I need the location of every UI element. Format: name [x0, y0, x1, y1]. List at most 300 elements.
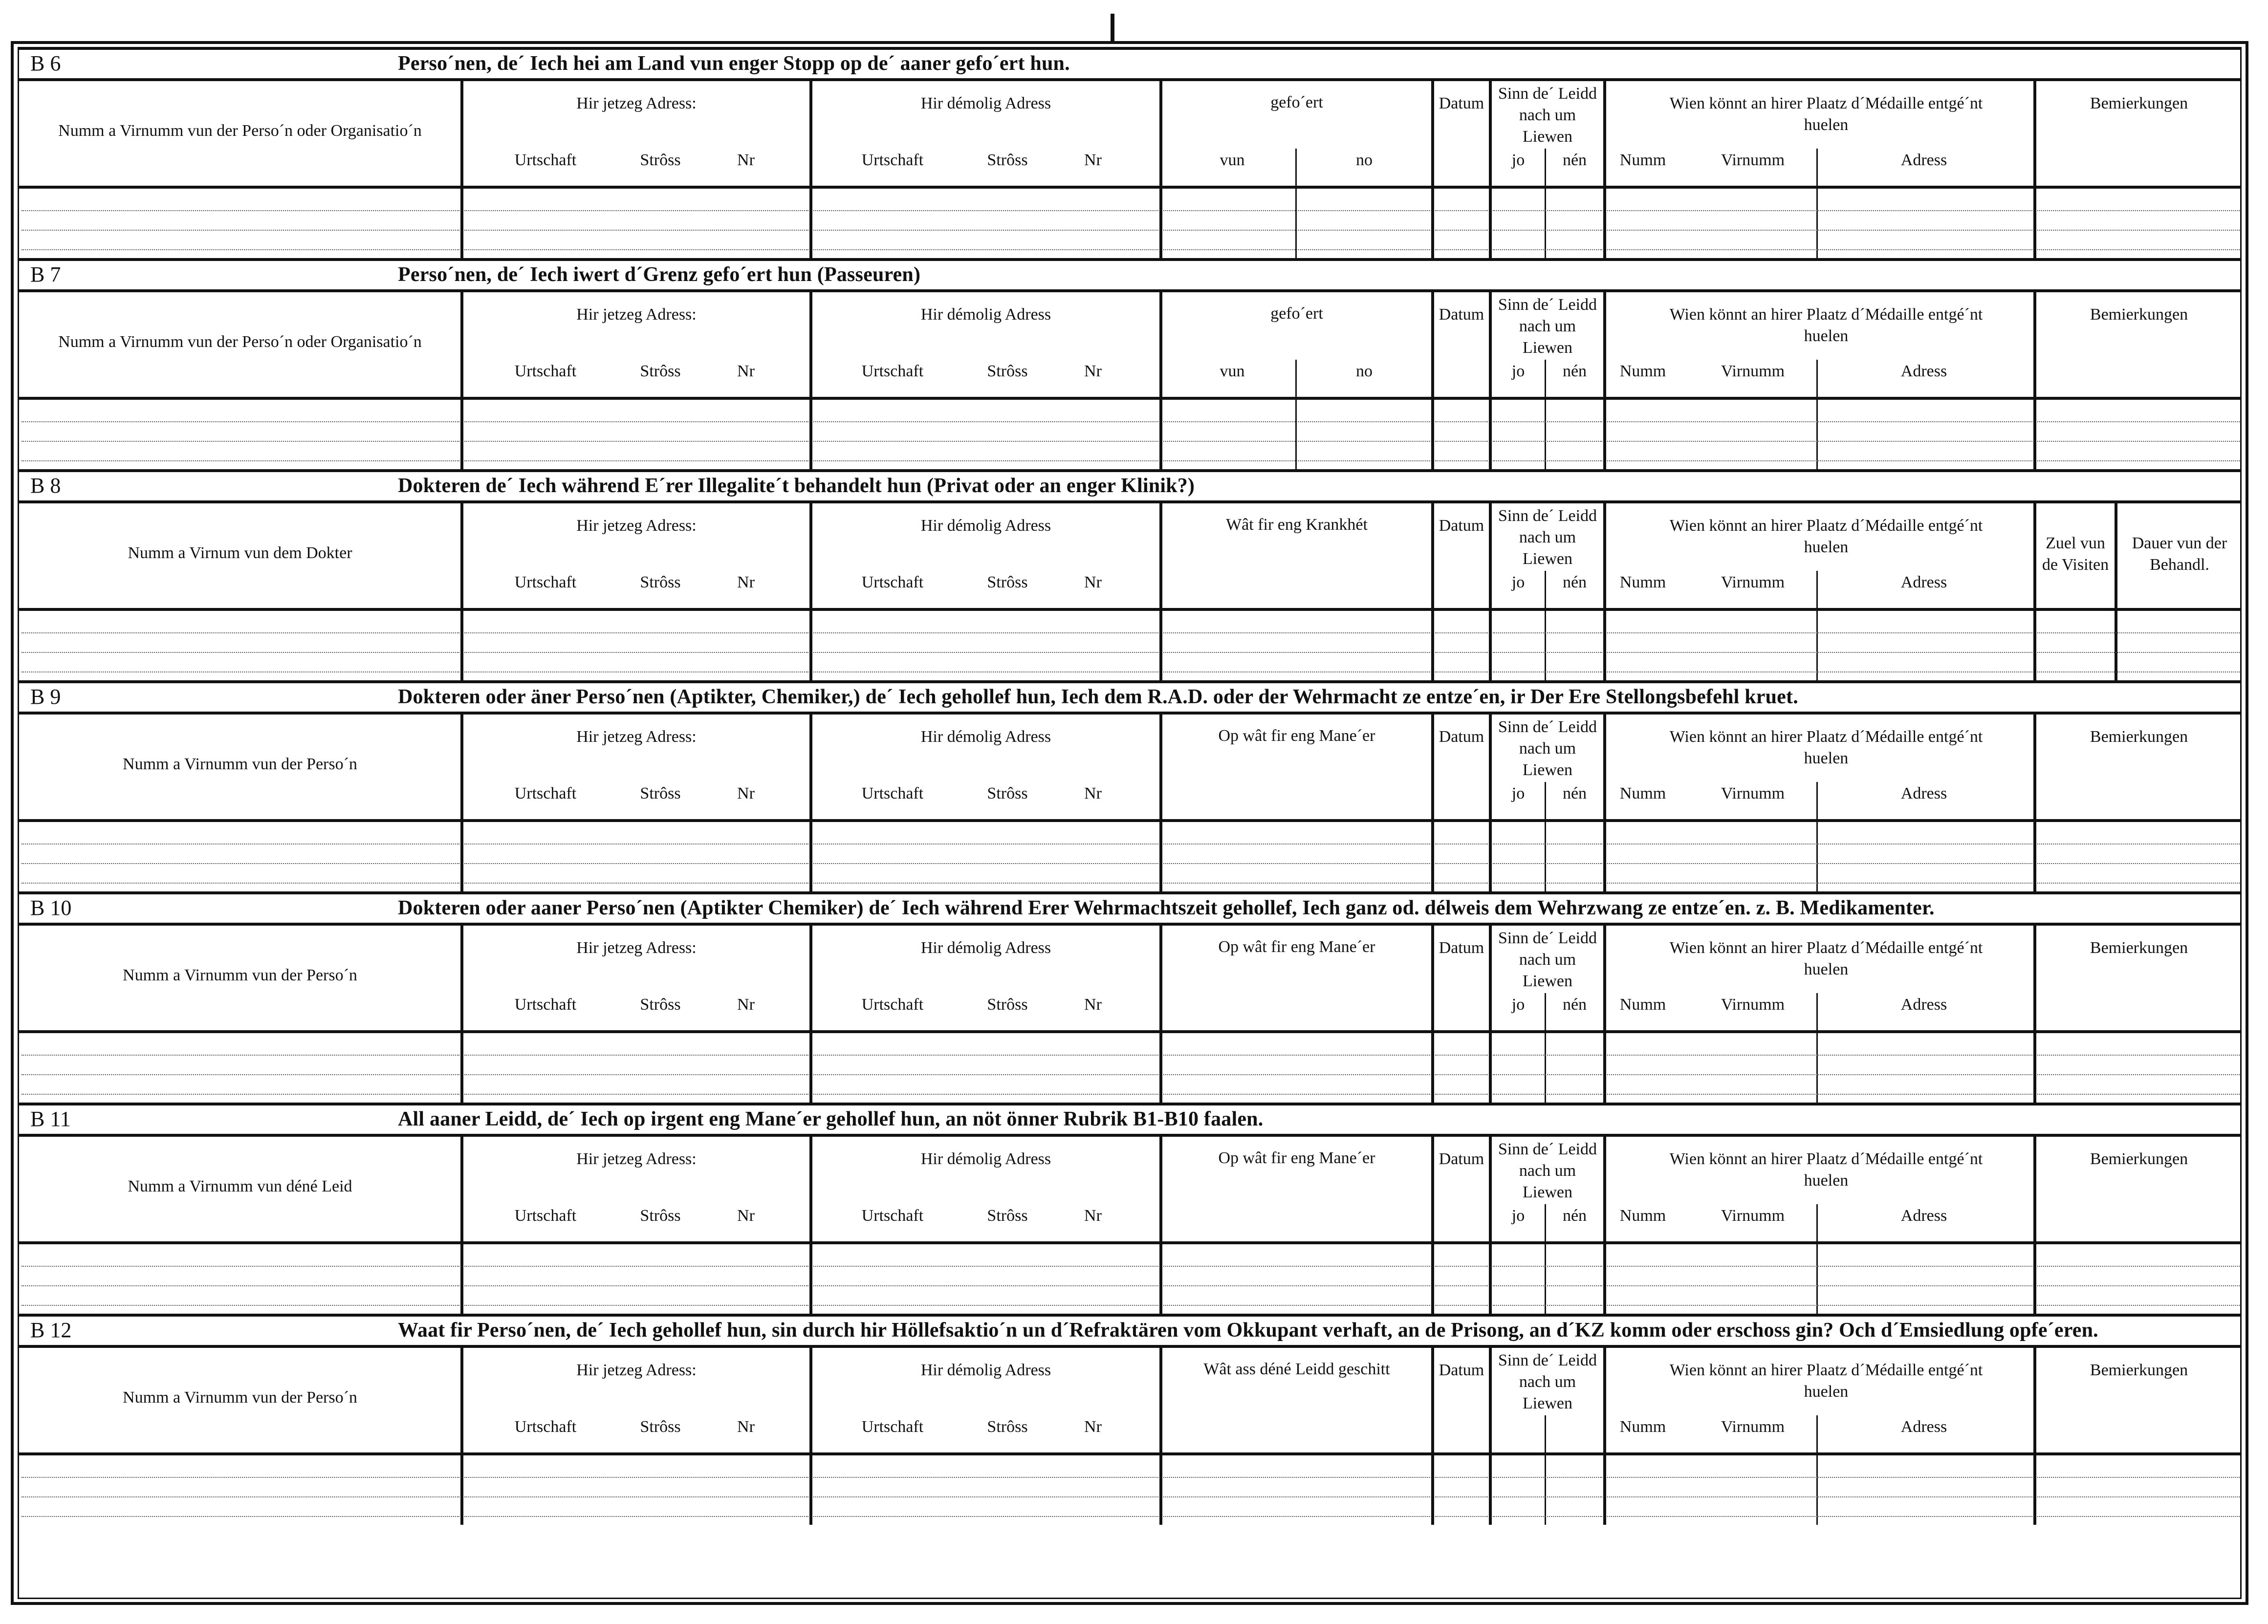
medal-address: Adress	[1900, 1418, 1947, 1436]
current-address-street: Strôss	[640, 996, 681, 1014]
entry-line	[1163, 671, 1430, 672]
entry-line	[1493, 1305, 1602, 1306]
entry-line	[1435, 1496, 1488, 1497]
medal-divider	[1816, 360, 1818, 469]
current-address-header: Hir jetzeg Adress:	[576, 728, 697, 746]
entry-line	[2037, 1055, 2240, 1056]
alive-header: Sinn de´ Leidd nach um Liewen	[1498, 1140, 1597, 1201]
entry-line	[1435, 421, 1488, 422]
former-address-street: Strôss	[987, 1207, 1028, 1225]
entry-line	[22, 210, 459, 211]
entry-line	[2037, 210, 2240, 211]
entry-line	[1607, 441, 2032, 442]
entry-line	[1163, 249, 1430, 250]
entry-line	[2037, 671, 2240, 672]
current-address-header: Hir jetzeg Adress:	[576, 305, 697, 324]
entry-line	[1493, 249, 1602, 250]
medal-name: Numm	[1619, 573, 1666, 591]
date-header: Datum	[1439, 1361, 1484, 1379]
entry-line	[1435, 1285, 1488, 1286]
alive-no: nén	[1562, 573, 1587, 591]
entry-line	[813, 230, 1158, 231]
remarks-header: Bemierkungen	[2090, 1150, 2188, 1168]
entry-line	[1607, 652, 2032, 653]
entry-line	[22, 441, 459, 442]
fifth-column-header: Op wât fir eng Mane´er	[1218, 1149, 1375, 1167]
fifth-column-header: gefo´ert	[1270, 93, 1323, 111]
route-from: vun	[1220, 362, 1245, 380]
current-address-header: Hir jetzeg Adress:	[576, 94, 697, 112]
col-divider	[1159, 715, 1162, 891]
medal-header: Wien könnt an hirer Plaatz d´Médaille entgé´nt huelen	[1669, 305, 1983, 345]
medal-name: Numm	[1619, 784, 1666, 802]
entry-line	[1607, 1285, 2032, 1286]
alive-header: Sinn de´ Leidd nach um Liewen	[1498, 296, 1597, 357]
entry-line	[1607, 1477, 2032, 1478]
entry-line	[813, 210, 1158, 211]
entry-line	[1435, 883, 1488, 884]
section-code: B 9	[30, 685, 61, 709]
entry-line	[1607, 1266, 2032, 1267]
entry-line	[813, 249, 1158, 250]
entry-line	[1435, 863, 1488, 864]
entry-line	[1493, 1285, 1602, 1286]
current-address-number: Nr	[737, 996, 755, 1014]
current-address-number: Nr	[737, 784, 755, 802]
alive-yes: jo	[1511, 151, 1525, 169]
title-rule	[18, 289, 2242, 292]
entry-line	[22, 1477, 459, 1478]
medal-header: Wien könnt an hirer Plaatz d´Médaille entgé´nt huelen	[1669, 728, 1983, 767]
entry-line	[2037, 1477, 2240, 1478]
entry-line	[1493, 441, 1602, 442]
section-top-rule	[18, 258, 2242, 261]
entry-line	[2037, 441, 2240, 442]
entry-line	[813, 1285, 1158, 1286]
entry-line	[1163, 460, 1430, 461]
current-address-place: Urtschaft	[514, 1418, 577, 1436]
former-address-header: Hir démolig Adress	[920, 517, 1051, 535]
former-address-place: Urtschaft	[861, 362, 924, 380]
alive-yes: jo	[1511, 784, 1525, 802]
former-address-number: Nr	[1084, 573, 1102, 591]
entry-line	[22, 460, 459, 461]
entry-line	[1435, 210, 1488, 211]
route-divider	[1295, 149, 1297, 258]
entry-line	[813, 671, 1158, 672]
alive-header: Sinn de´ Leidd nach um Liewen	[1498, 507, 1597, 568]
entry-line	[1435, 1094, 1488, 1095]
name-column-header: Numm a Virnum vun dem Dokter	[128, 544, 352, 562]
entry-line	[464, 441, 808, 442]
col-divider	[1159, 926, 1162, 1103]
entry-line	[1607, 460, 2032, 461]
entry-line	[813, 441, 1158, 442]
current-address-header: Hir jetzeg Adress:	[576, 1361, 697, 1379]
entry-line	[1493, 1516, 1602, 1517]
date-header: Datum	[1439, 94, 1484, 112]
medal-address: Adress	[1900, 784, 1947, 802]
entry-line	[22, 632, 459, 633]
entry-line	[22, 249, 459, 250]
entry-line	[2037, 460, 2240, 461]
entry-line	[22, 1516, 459, 1517]
entry-line	[464, 421, 808, 422]
former-address-place: Urtschaft	[861, 151, 924, 169]
entry-line	[22, 1074, 459, 1075]
entry-line	[1163, 883, 1430, 884]
alive-yes: jo	[1511, 996, 1525, 1014]
entry-line	[1435, 1055, 1488, 1056]
former-address-street: Strôss	[987, 151, 1028, 169]
alive-no: nén	[1562, 362, 1587, 380]
entry-line	[813, 1094, 1158, 1095]
header-bottom-rule	[18, 608, 2242, 611]
entry-line	[2037, 1094, 2240, 1095]
section-title: Perso´nen, de´ Iech hei am Land vun enger Stopp op de´ aaner gefo´ert hun.	[398, 52, 1070, 75]
entry-line	[1163, 1477, 1430, 1478]
entry-line	[1163, 1516, 1430, 1517]
former-address-street: Strôss	[987, 784, 1028, 802]
entry-line	[1607, 883, 2032, 884]
entry-line	[1435, 632, 1488, 633]
medal-name: Numm	[1619, 362, 1666, 380]
former-address-number: Nr	[1084, 1418, 1102, 1436]
entry-line	[464, 1055, 808, 1056]
medal-divider	[1816, 1204, 1818, 1314]
entry-line	[2037, 652, 2240, 653]
entry-line	[1607, 671, 2032, 672]
medal-address: Adress	[1900, 362, 1947, 380]
former-address-place: Urtschaft	[861, 996, 924, 1014]
entry-line	[464, 460, 808, 461]
entry-line	[1607, 1094, 2032, 1095]
section-title: Dokteren de´ Iech während E´rer Illegalite´t behandelt hun (Privat oder an enger Klinik?)	[398, 475, 1195, 497]
former-address-street: Strôss	[987, 1418, 1028, 1436]
entry-line	[1493, 210, 1602, 211]
former-address-street: Strôss	[987, 996, 1028, 1014]
entry-line	[813, 1074, 1158, 1075]
col-divider	[1489, 1348, 1492, 1525]
current-address-number: Nr	[737, 1418, 755, 1436]
form-section	[18, 680, 2242, 891]
entry-line	[464, 210, 808, 211]
entry-line	[1163, 441, 1430, 442]
alive-yes: jo	[1511, 362, 1525, 380]
alive-yes: jo	[1511, 1207, 1525, 1225]
current-address-header: Hir jetzeg Adress:	[576, 939, 697, 957]
entry-line	[464, 1496, 808, 1497]
alive-no: nén	[1562, 996, 1587, 1014]
section-code: B 10	[30, 896, 72, 920]
entry-line	[22, 883, 459, 884]
route-from: vun	[1220, 151, 1245, 169]
alive-no: nén	[1562, 784, 1587, 802]
entry-line	[1435, 441, 1488, 442]
medal-first-name: Virnumm	[1721, 784, 1785, 802]
entry-line	[1493, 671, 1602, 672]
former-address-place: Urtschaft	[861, 573, 924, 591]
current-address-street: Strôss	[640, 151, 681, 169]
former-address-number: Nr	[1084, 362, 1102, 380]
former-address-place: Urtschaft	[861, 1418, 924, 1436]
entry-line	[464, 249, 808, 250]
remarks-header: Bemierkungen	[2090, 305, 2188, 324]
former-address-number: Nr	[1084, 1207, 1102, 1225]
medal-address: Adress	[1900, 996, 1947, 1014]
medal-first-name: Virnumm	[1721, 996, 1785, 1014]
entry-line	[1163, 1094, 1430, 1095]
entry-line	[1493, 863, 1602, 864]
entry-line	[1435, 230, 1488, 231]
entry-line	[2037, 1285, 2240, 1286]
entry-line	[1435, 1266, 1488, 1267]
medal-divider	[1816, 571, 1818, 680]
entry-line	[2037, 1516, 2240, 1517]
section-code: B 7	[30, 262, 61, 286]
col-divider	[1159, 503, 1162, 680]
entry-line	[1163, 632, 1430, 633]
entry-line	[1607, 1305, 2032, 1306]
former-address-header: Hir démolig Adress	[920, 939, 1051, 957]
entry-line	[1163, 863, 1430, 864]
current-address-street: Strôss	[640, 1207, 681, 1225]
treatment-duration-header: Dauer vun der Behandl.	[2132, 534, 2227, 574]
medal-header: Wien könnt an hirer Plaatz d´Médaille entgé´nt huelen	[1669, 94, 1983, 134]
former-address-header: Hir démolig Adress	[920, 305, 1051, 324]
entry-line	[1435, 1516, 1488, 1517]
entry-line	[1493, 1477, 1602, 1478]
section-title: Dokteren oder aaner Perso´nen (Aptikter Chemiker) de´ Iech während Erer Wehrmachtszeit gehollef, Iech ganz od. délweis dem Wehrzwang ze entze´en. z. B. Medikamenter.	[398, 897, 1935, 919]
entry-line	[1607, 1496, 2032, 1497]
name-column-header: Numm a Virnumm vun der Perso´n oder Organisatio´n	[58, 333, 422, 351]
medal-divider	[1816, 782, 1818, 891]
entry-line	[464, 230, 808, 231]
entry-line	[1163, 1305, 1430, 1306]
entry-line	[2037, 1266, 2240, 1267]
entry-line	[1163, 1055, 1430, 1056]
former-address-header: Hir démolig Adress	[920, 1150, 1051, 1168]
entry-line	[813, 652, 1158, 653]
entry-line	[1607, 1055, 2032, 1056]
header-bottom-rule	[18, 397, 2242, 400]
medal-name: Numm	[1619, 151, 1666, 169]
current-address-street: Strôss	[640, 784, 681, 802]
section-title: Waat fir Perso´nen, de´ Iech gehollef hun, sin durch hir Höllefsaktio´n un d´Refraktären vom Okkupant verhaft, an de Prisong, an d´KZ komm oder erschoss gin? Och d´Emsiedlung opfe´eren.	[398, 1319, 2098, 1342]
form-section	[18, 47, 2242, 258]
entry-line	[1435, 652, 1488, 653]
date-header: Datum	[1439, 517, 1484, 535]
route-divider	[1295, 360, 1297, 469]
entry-line	[2037, 1074, 2240, 1075]
entry-line	[1163, 1285, 1430, 1286]
header-bottom-rule	[18, 819, 2242, 822]
fifth-column-header: Wât fir eng Krankhét	[1226, 516, 1368, 534]
current-address-number: Nr	[737, 1207, 755, 1225]
entry-line	[1607, 249, 2032, 250]
current-address-number: Nr	[737, 151, 755, 169]
former-address-place: Urtschaft	[861, 784, 924, 802]
col-divider	[1159, 292, 1162, 469]
name-column-header: Numm a Virnumm vun der Perso´n	[123, 966, 357, 984]
entry-line	[1493, 1055, 1602, 1056]
former-address-number: Nr	[1084, 996, 1102, 1014]
entry-line	[813, 1477, 1158, 1478]
medal-first-name: Virnumm	[1721, 151, 1785, 169]
fifth-column-header: Op wât fir eng Mane´er	[1218, 938, 1375, 956]
section-code: B 11	[30, 1107, 71, 1131]
entry-line	[1493, 652, 1602, 653]
visits-count-header: Zuel vun de Visiten	[2042, 534, 2109, 574]
entry-line	[464, 671, 808, 672]
entry-line	[22, 1285, 459, 1286]
header-bottom-rule	[18, 1030, 2242, 1033]
entry-line	[2037, 249, 2240, 250]
entry-line	[2037, 1496, 2240, 1497]
title-rule	[18, 500, 2242, 503]
col-divider	[1159, 1137, 1162, 1314]
route-to: no	[1356, 151, 1373, 169]
remarks-header: Bemierkungen	[2090, 1361, 2188, 1379]
medal-name: Numm	[1619, 996, 1666, 1014]
medal-name: Numm	[1619, 1418, 1666, 1436]
current-address-place: Urtschaft	[514, 362, 577, 380]
section-title: All aaner Leidd, de´ Iech op irgent eng Mane´er gehollef hun, an nöt önner Rubrik B1-B10 faalen.	[398, 1108, 1264, 1130]
entry-line	[22, 1305, 459, 1306]
form-section	[18, 469, 2242, 680]
entry-line	[1607, 863, 2032, 864]
form-section	[18, 258, 2242, 469]
fifth-column-header: Wât ass déné Leidd geschitt	[1203, 1360, 1390, 1378]
entry-line	[1493, 421, 1602, 422]
entry-line	[1493, 1094, 1602, 1095]
entry-line	[1607, 230, 2032, 231]
former-address-street: Strôss	[987, 573, 1028, 591]
entry-line	[22, 671, 459, 672]
current-address-street: Strôss	[640, 362, 681, 380]
entry-line	[1163, 421, 1430, 422]
medal-header: Wien könnt an hirer Plaatz d´Médaille entgé´nt huelen	[1669, 1150, 1983, 1190]
current-address-header: Hir jetzeg Adress:	[576, 517, 697, 535]
medal-header: Wien könnt an hirer Plaatz d´Médaille entgé´nt huelen	[1669, 939, 1983, 978]
former-address-header: Hir démolig Adress	[920, 728, 1051, 746]
entry-line	[813, 883, 1158, 884]
medal-first-name: Virnumm	[1721, 362, 1785, 380]
section-title: Perso´nen, de´ Iech iwert d´Grenz gefo´ert hun (Passeuren)	[398, 263, 921, 286]
col-divider	[1159, 1348, 1162, 1525]
section-code: B 8	[30, 474, 61, 498]
entry-line	[1607, 421, 2032, 422]
alive-header: Sinn de´ Leidd nach um Liewen	[1498, 85, 1597, 146]
entry-line	[1163, 1266, 1430, 1267]
entry-line	[1493, 460, 1602, 461]
medal-header: Wien könnt an hirer Plaatz d´Médaille entgé´nt huelen	[1669, 1361, 1983, 1401]
current-address-place: Urtschaft	[514, 1207, 577, 1225]
alive-header: Sinn de´ Leidd nach um Liewen	[1498, 1351, 1597, 1412]
entry-line	[464, 883, 808, 884]
entry-line	[2037, 632, 2240, 633]
medal-first-name: Virnumm	[1721, 1207, 1785, 1225]
current-address-place: Urtschaft	[514, 573, 577, 591]
former-address-street: Strôss	[987, 362, 1028, 380]
current-address-place: Urtschaft	[514, 151, 577, 169]
entry-line	[813, 1266, 1158, 1267]
entry-line	[464, 1285, 808, 1286]
page-edge-mark	[1111, 14, 1114, 41]
date-header: Datum	[1439, 305, 1484, 324]
entry-line	[1435, 1305, 1488, 1306]
entry-line	[1493, 1496, 1602, 1497]
entry-line	[22, 1266, 459, 1267]
entry-line	[22, 230, 459, 231]
date-header: Datum	[1439, 728, 1484, 746]
entry-line	[1435, 249, 1488, 250]
entry-line	[813, 421, 1158, 422]
col-divider	[2033, 503, 2036, 680]
entry-line	[464, 1266, 808, 1267]
current-address-header: Hir jetzeg Adress:	[576, 1150, 697, 1168]
medal-divider	[1816, 1415, 1818, 1525]
entry-line	[1163, 230, 1430, 231]
col-divider	[1159, 81, 1162, 258]
header-bottom-rule	[18, 186, 2242, 189]
name-column-header: Numm a Virnumm vun déné Leid	[128, 1177, 352, 1195]
form-section	[18, 891, 2242, 1103]
alive-no: nén	[1562, 151, 1587, 169]
entry-line	[2037, 1305, 2240, 1306]
entry-line	[464, 1477, 808, 1478]
entry-line	[1493, 1266, 1602, 1267]
entry-line	[2037, 421, 2240, 422]
name-column-header: Numm a Virnumm vun der Perso´n oder Organisatio´n	[58, 122, 422, 140]
title-rule	[18, 923, 2242, 926]
medal-address: Adress	[1900, 151, 1947, 169]
title-rule	[18, 1134, 2242, 1137]
entry-line	[1435, 460, 1488, 461]
entry-line	[1435, 1074, 1488, 1075]
entry-line	[464, 1516, 808, 1517]
entry-line	[464, 863, 808, 864]
remarks-divider	[2115, 503, 2117, 680]
medal-address: Adress	[1900, 1207, 1947, 1225]
medal-header: Wien könnt an hirer Plaatz d´Médaille entgé´nt huelen	[1669, 517, 1983, 556]
route-to: no	[1356, 362, 1373, 380]
current-address-street: Strôss	[640, 573, 681, 591]
entry-line	[1163, 210, 1430, 211]
entry-line	[464, 1094, 808, 1095]
form-section	[18, 1103, 2242, 1314]
remarks-header: Bemierkungen	[2090, 94, 2188, 112]
medal-name: Numm	[1619, 1207, 1666, 1225]
name-column-header: Numm a Virnumm vun der Perso´n	[123, 755, 357, 773]
former-address-header: Hir démolig Adress	[920, 94, 1051, 112]
entry-line	[1163, 1074, 1430, 1075]
section-title: Dokteren oder äner Perso´nen (Aptikter, Chemiker,) de´ Iech gehollef hun, Iech dem R.A.D. oder der Wehrmacht ze entze´en, ir Der Ere Stellongsbefehl kruet.	[398, 686, 1798, 708]
entry-line	[1607, 1074, 2032, 1075]
entry-line	[2037, 883, 2240, 884]
medal-address: Adress	[1900, 573, 1947, 591]
title-rule	[18, 1345, 2242, 1348]
entry-line	[1163, 652, 1430, 653]
current-address-street: Strôss	[640, 1418, 681, 1436]
entry-line	[22, 1094, 459, 1095]
medal-divider	[1816, 993, 1818, 1103]
entry-line	[22, 1496, 459, 1497]
current-address-place: Urtschaft	[514, 784, 577, 802]
remarks-header: Bemierkungen	[2090, 728, 2188, 746]
former-address-header: Hir démolig Adress	[920, 1361, 1051, 1379]
entry-line	[22, 652, 459, 653]
